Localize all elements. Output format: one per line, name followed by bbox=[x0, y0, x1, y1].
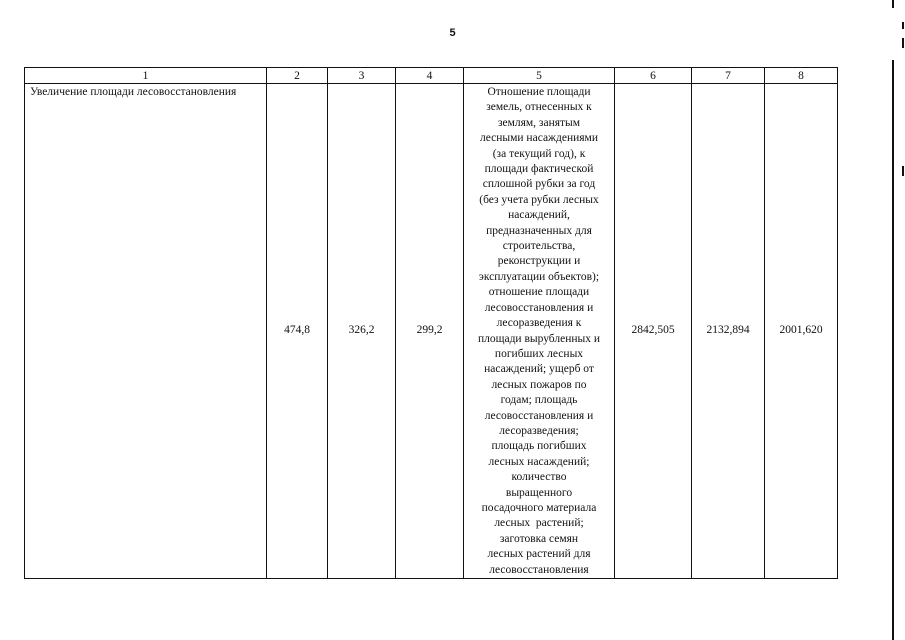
indicator-line: лесных насаждений; bbox=[488, 455, 590, 468]
value-cell-8: 2001,620 bbox=[765, 84, 838, 579]
indicator-line: лесоразведения; bbox=[499, 424, 579, 437]
column-header: 7 bbox=[692, 68, 765, 84]
indicator-line: заготовка семян bbox=[499, 532, 579, 545]
scan-edge-line bbox=[892, 60, 894, 640]
column-header: 3 bbox=[328, 68, 396, 84]
indicator-line: насаждений, bbox=[508, 209, 570, 222]
indicator-line: лесовосстановления и bbox=[484, 409, 594, 422]
value-cell-6: 2842,505 bbox=[615, 84, 692, 579]
indicator-line: лесовосстановления и bbox=[484, 301, 594, 314]
indicator-line: (без учета рубки лесных bbox=[479, 193, 599, 206]
indicator-line: строительства, bbox=[502, 240, 576, 253]
indicator-line: отношение площади bbox=[488, 286, 590, 299]
indicator-line: лесоразведения к bbox=[496, 317, 582, 330]
indicator-line: реконструкции и bbox=[497, 255, 581, 268]
indicators-cell bbox=[464, 84, 615, 579]
indicator-line: годам; площадь bbox=[500, 394, 578, 407]
column-header: 6 bbox=[615, 68, 692, 84]
indicator-line: эксплуатации объектов); bbox=[478, 270, 600, 283]
indicator-line: лесных растений; bbox=[494, 517, 584, 530]
column-header: 5 bbox=[464, 68, 615, 84]
indicator-line: посадочного материала bbox=[481, 501, 597, 514]
indicator-line: предназначенных для bbox=[486, 224, 592, 237]
value-cell-4: 299,2 bbox=[396, 84, 464, 579]
indicator-line: выращенного bbox=[505, 486, 573, 499]
indicator-lines bbox=[467, 85, 611, 578]
indicator-line: (за текущий год), к bbox=[492, 147, 586, 160]
value-cell-7: 2132,894 bbox=[692, 84, 765, 579]
indicator-line: лесовосстановления bbox=[489, 563, 589, 576]
indicator-line: количество bbox=[511, 471, 567, 484]
indicator-line: земель, отнесенных к bbox=[486, 101, 592, 114]
indicator-line: площади фактической bbox=[484, 163, 594, 176]
page-number: 5 bbox=[449, 27, 456, 39]
row-name-cell: Увеличение площади лесовосстановления bbox=[25, 84, 267, 579]
column-header: 8 bbox=[765, 68, 838, 84]
table-header-row bbox=[25, 68, 838, 84]
value-cell-2: 474,8 bbox=[267, 84, 328, 579]
indicator-line: площадь погибших bbox=[491, 440, 587, 453]
indicator-line: лесными насаждениями bbox=[480, 132, 598, 145]
indicator-line: землям, занятым bbox=[497, 116, 581, 129]
column-header: 4 bbox=[396, 68, 464, 84]
indicator-line: площади вырубленных и bbox=[477, 332, 601, 345]
column-header: 1 bbox=[25, 68, 267, 84]
table-row bbox=[25, 84, 838, 579]
indicator-line: лесных пожаров по bbox=[491, 378, 587, 391]
value-cell-3: 326,2 bbox=[328, 84, 396, 579]
indicator-line: лесных растений для bbox=[487, 548, 591, 561]
indicators-table bbox=[24, 67, 838, 579]
scan-edge-mark bbox=[902, 22, 904, 29]
scan-edge-line bbox=[892, 0, 894, 8]
indicator-line: Отношение площади bbox=[487, 86, 591, 98]
indicator-line: сплошной рубки за год bbox=[482, 178, 596, 191]
column-header: 2 bbox=[267, 68, 328, 84]
scan-edge-mark bbox=[902, 166, 904, 176]
indicator-line: насаждений; ущерб от bbox=[484, 363, 594, 376]
scan-edge-mark bbox=[902, 38, 904, 48]
indicator-line: погибших лесных bbox=[494, 347, 584, 360]
